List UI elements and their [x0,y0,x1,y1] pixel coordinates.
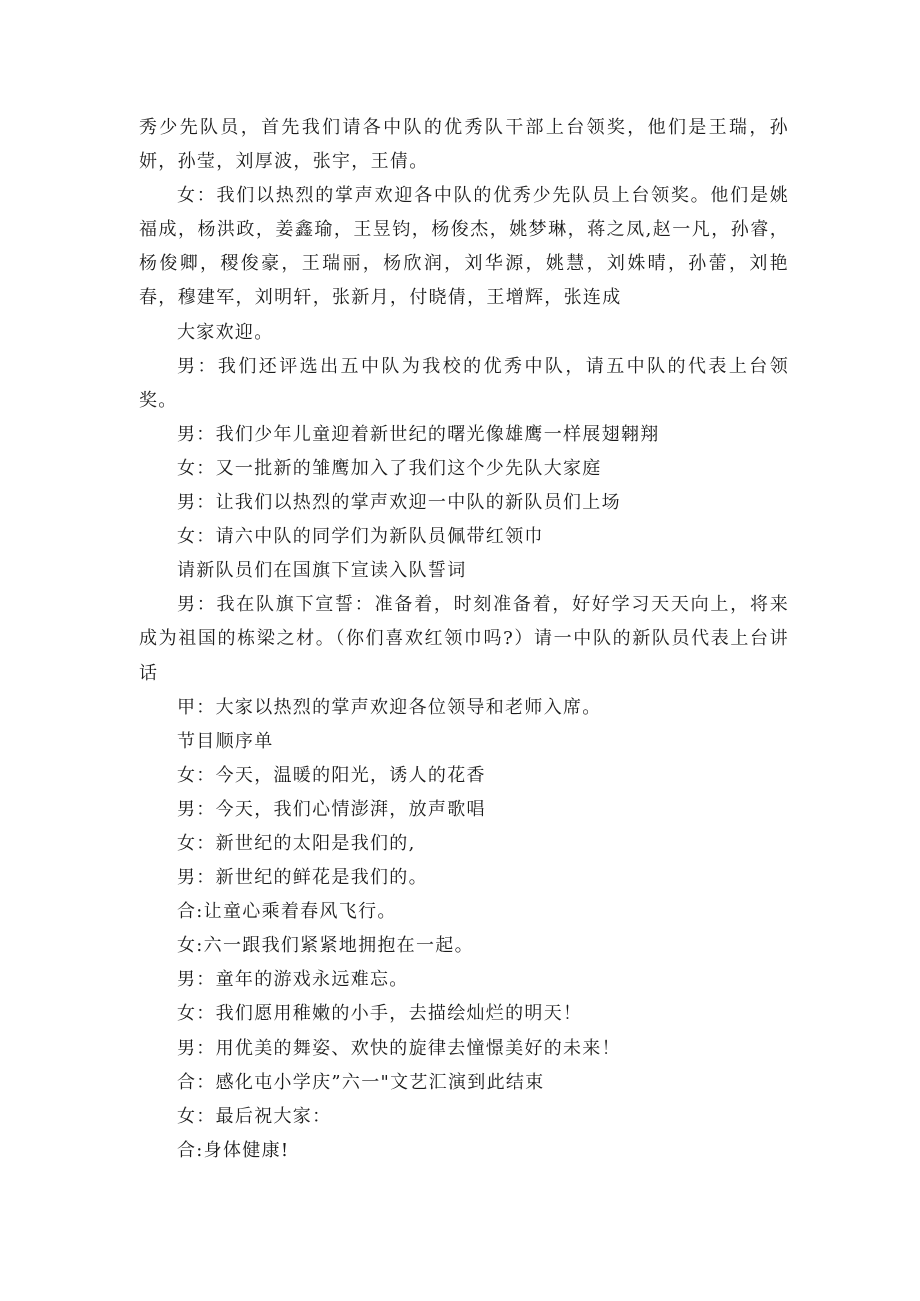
paragraph-oath: 男：我在队旗下宣誓：准备着，时刻准备着，好好学习天天向上，将来成为祖国的栋梁之材。（你们喜欢红领巾吗?）请一中队的新队员代表上台讲话 [139,594,789,684]
paragraph-line: 女：我们愿用稚嫩的小手，去描绘灿烂的明天！ [177,1003,583,1025]
paragraph-welcome: 大家欢迎。 [177,321,274,343]
paragraph-line: 男：让我们以热烈的掌声欢迎一中队的新队员们上场 [177,492,621,514]
paragraph-line: 请新队员们在国旗下宣读入队誓词 [177,560,467,582]
paragraph-line: 女：新世纪的太阳是我们的, [177,832,416,854]
paragraph-line: 女：请六中队的同学们为新队员佩带红领巾 [177,526,544,548]
document-body [139,111,789,1168]
paragraph-line: 甲：大家以热烈的掌声欢迎各位领导和老师入席。 [177,696,602,718]
paragraph-line: 合：感化屯小学庆”六一"文艺汇演到此结束 [177,1071,545,1093]
paragraph-award-cadres: 秀少先队员，首先我们请各中队的优秀队干部上台领奖，他们是王瑞，孙妍，孙莹，刘厚波，张宇，王倩。 [139,117,789,173]
paragraph-line: 女:六一跟我们紧紧地拥抱在一起。 [177,935,474,957]
paragraph-line: 男：今天，我们心情澎湃，放声歌唱 [177,798,486,820]
paragraph-line: 女：今天，温暖的阳光，诱人的花香 [177,764,486,786]
paragraph-line: 女：又一批新的雏鹰加入了我们这个少先队大家庭 [177,457,602,479]
paragraph-excellent-squad: 男：我们还评选出五中队为我校的优秀中队，请五中队的代表上台领奖。 [139,355,789,411]
paragraph-line: 男：新世纪的鲜花是我们的。 [177,867,428,889]
paragraph-line: 合:让童心乘着春风飞行。 [177,901,397,923]
paragraph-line: 男：童年的游戏永远难忘。 [177,969,409,991]
paragraph-award-members: 女：我们以热烈的掌声欢迎各中队的优秀少先队员上台领奖。他们是姚福成，杨洪政，姜鑫瑜，王昱钧，杨俊杰，姚梦琳，蒋之凤,赵一凡，孙睿，杨俊卿，稷俊豪，王瑞丽，杨欣润，刘华源，姚慧，刘姝晴，孙蕾，刘艳春，穆建军，刘明轩，张新月，付晓倩，王增辉，张连成 [139,185,789,309]
paragraph-line: 男：用优美的舞姿、欢快的旋律去憧憬美好的未来！ [177,1037,621,1059]
program-heading: 节目顺序单 [177,730,274,752]
paragraph-line: 女：最后祝大家： [177,1105,332,1127]
paragraph-line: 男：我们少年儿童迎着新世纪的曙光像雄鹰一样展翅翱翔 [177,423,660,445]
paragraph-line: 合:身体健康! [177,1139,290,1161]
